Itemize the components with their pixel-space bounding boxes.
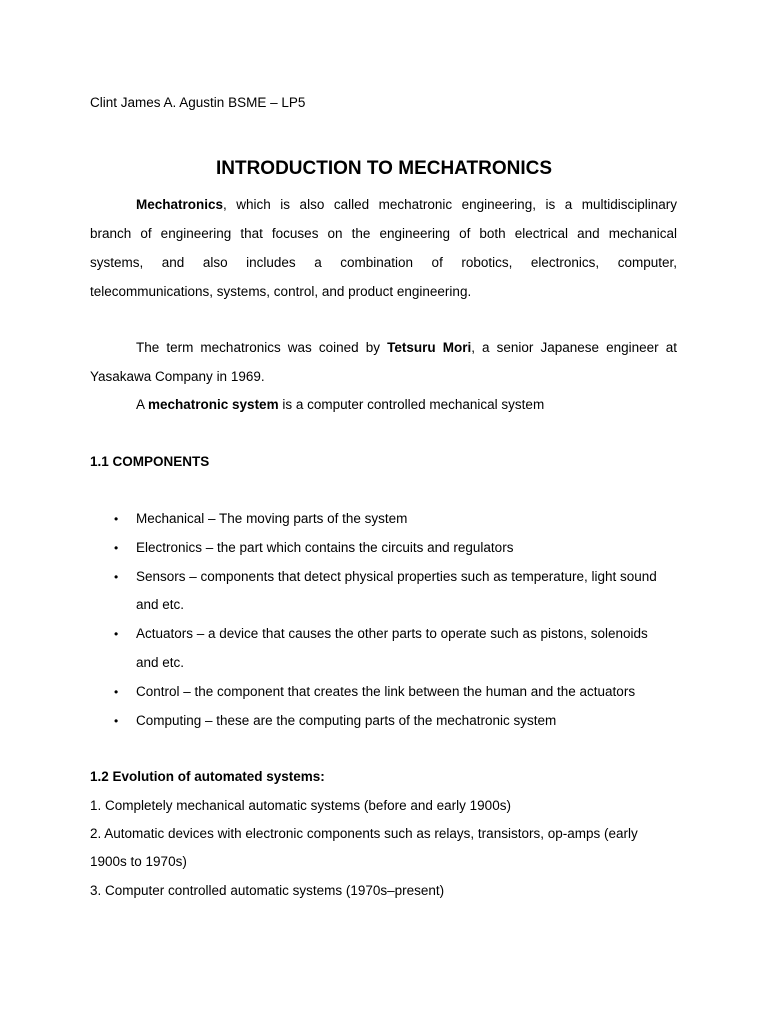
component-item: Control – the component that creates the link between the human and the actuators (136, 684, 636, 699)
intro-line-2: branch of engineering that focuses on the engineering of both electrical and mechanical (90, 226, 677, 241)
system-def-prefix: A (136, 397, 149, 412)
coined-line-1-rest: , a senior Japanese engineer at (471, 340, 678, 355)
component-item-continuation: and etc. (136, 655, 185, 670)
evolution-item: 1. Completely mechanical automatic systems (before and early 1900s) (90, 798, 511, 813)
author-line: Clint James A. Agustin BSME – LP5 (90, 95, 306, 110)
evolution-heading: 1.2 Evolution of automated systems: (90, 769, 325, 784)
system-def-rest: is a computer controlled mechanical system (278, 397, 545, 412)
coined-line-2: Yasakawa Company in 1969. (90, 369, 265, 384)
bullet-electronics: • (114, 541, 119, 555)
system-definition (136, 396, 544, 414)
intro-line-4: telecommunications, systems, control, and product engineering. (90, 284, 472, 299)
mechatronic-system-term: mechatronic system (148, 397, 279, 412)
mechatronics-term: Mechatronics (136, 197, 224, 212)
bullet-sensors: • (114, 570, 119, 584)
evolution-item: 2. Automatic devices with electronic components such as relays, transistors, op-amps (early (90, 826, 638, 841)
components-heading: 1.1 COMPONENTS (90, 454, 210, 469)
document-title: INTRODUCTION TO MECHATRONICS (215, 158, 552, 179)
component-item: Sensors – components that detect physical properties such as temperature, light sound (136, 569, 657, 584)
intro-line-3: systems, and also includes a combination of robotics, electronics, computer, (90, 255, 677, 270)
bullet-computing: • (114, 714, 119, 728)
evolution-item: 3. Computer controlled automatic systems (1970s–present) (90, 883, 445, 898)
bullet-actuators: • (114, 627, 119, 641)
coined-line-1 (136, 339, 677, 357)
coiner-name: Tetsuru Mori (387, 340, 472, 355)
component-item: Computing – these are the computing parts of the mechatronic system (136, 713, 557, 728)
component-item: Actuators – a device that causes the other parts to operate such as pistons, solenoids (136, 626, 648, 641)
intro-line-1 (136, 196, 677, 214)
component-item-continuation: and etc. (136, 597, 185, 612)
bullet-control: • (114, 685, 119, 699)
intro-line-1-rest: , which is also called mechatronic engineering, is a multidisciplinary (223, 197, 677, 212)
coined-prefix: The term mechatronics was coined by (136, 340, 388, 355)
component-item: Electronics – the part which contains the circuits and regulators (136, 540, 514, 555)
component-item: Mechanical – The moving parts of the system (136, 511, 408, 526)
bullet-mechanical: • (114, 512, 119, 526)
evolution-item-continuation: 1900s to 1970s) (90, 854, 187, 869)
